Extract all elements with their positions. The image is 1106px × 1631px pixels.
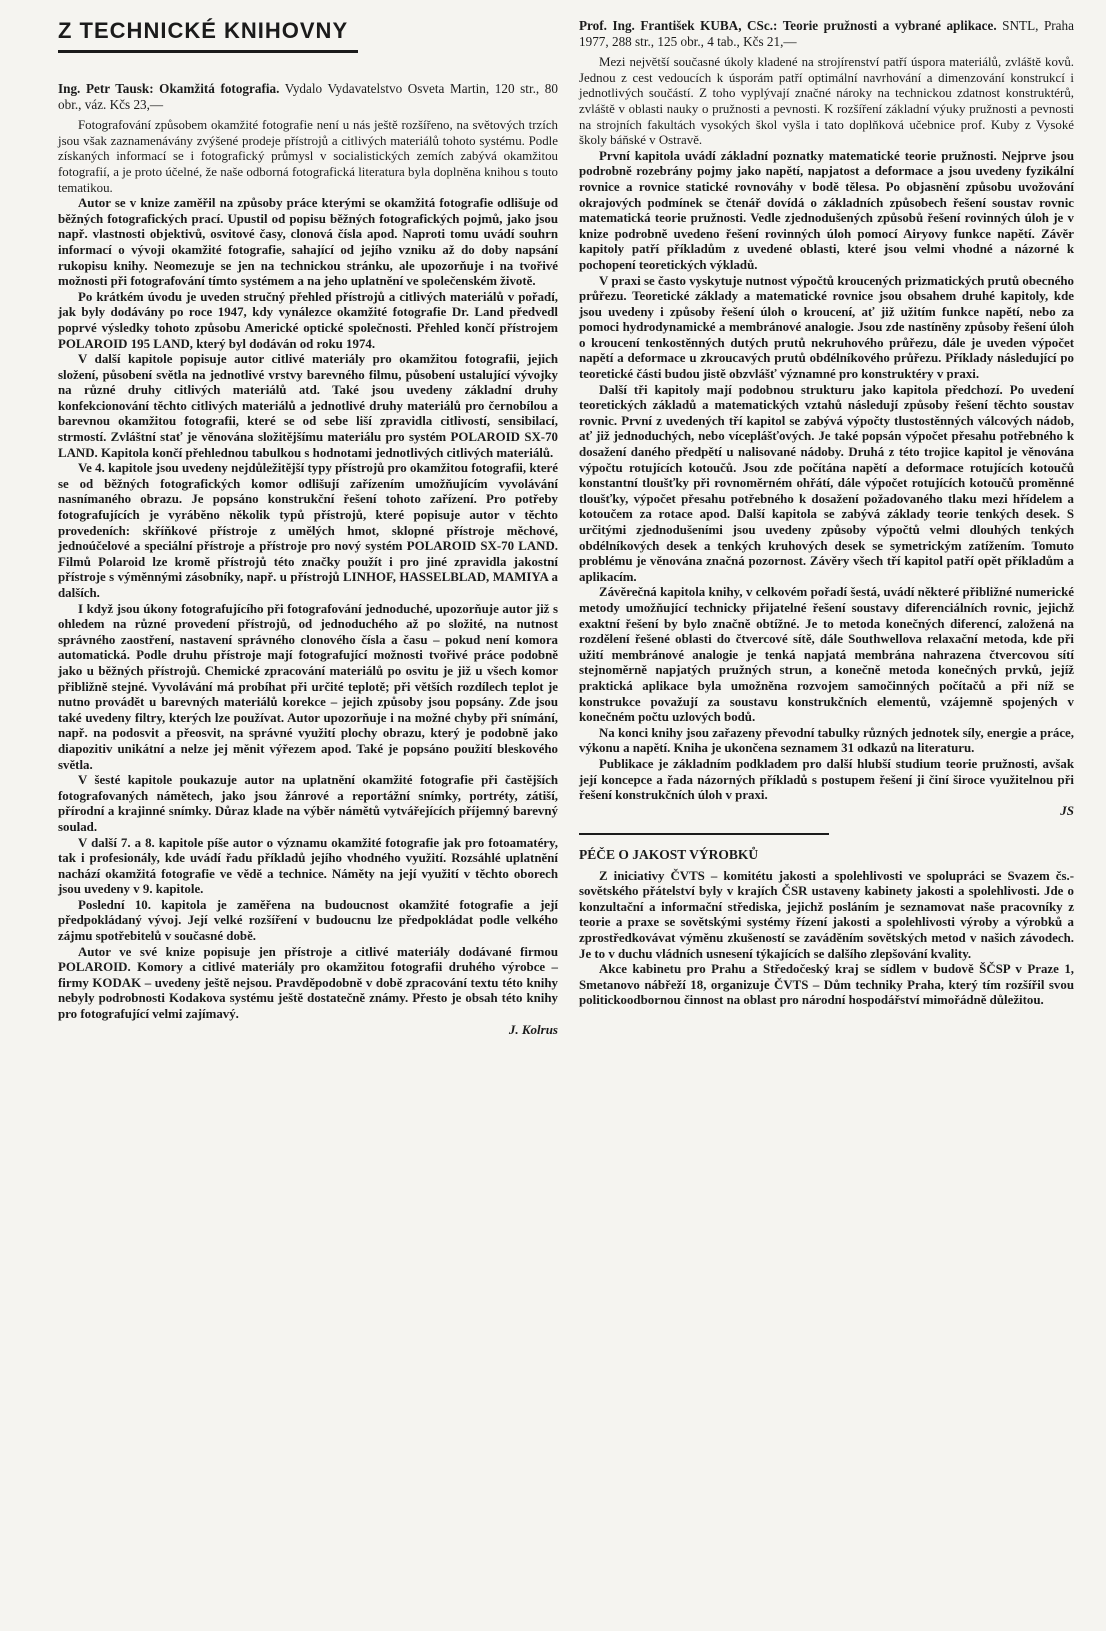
review-author-title: Ing. Petr Tausk: Okamžitá fotografia. [58,81,280,96]
section-title: Z TECHNICKÉ KNIHOVNY [58,18,358,53]
paragraph: Publikace je základním podkladem pro další hlubší studium teorie pružnosti, avšak její koncepce a řada názorných příkladů s postupem řešení ji činí široce využitelnou při řešení konstrukčních úloh v praxi. [579,756,1074,803]
review-body-tausk [58,118,558,1022]
paragraph: Po krátkém úvodu je uveden stručný přehled přístrojů a citlivých materiálů v pořadí, jak byly dodávány po roce 1947, kdy vynálezce okamžité fotografie Dr. Land předvedl poprvé výsledky tohoto způsobu Americké optické společnosti. Přehled končí přístrojem POLAROID 195 LAND, který byl dodáván od roku 1974. [58,289,558,351]
paragraph: Na konci knihy jsou zařazeny převodní tabulky různých jednotek síly, energie a práce, výkonu a napětí. Kniha je ukončena seznamem 31 odkazů na literaturu. [579,725,1074,756]
right-column [579,18,1074,1009]
paragraph: Poslední 10. kapitola je zaměřena na budoucnost okamžité fotografie a její předpokládaný vývoj. Její velké rozšíření v budoucnu lze předpokládat podle velkého zájmu spotřebitelů v současné době. [58,897,558,944]
paragraph: V šesté kapitole poukazuje autor na uplatnění okamžité fotografie při častějších fotografovaných námětech, jako jsou žánrové a reportážní snímky, portréty, zátiší, přírodní a krajinné snímky. Důraz klade na výběr námětů vytvářejících příjemný barevný soulad. [58,773,558,834]
paragraph: Mezi největší současné úkoly kladené na strojírenství patří úspora materiálů, zvláště kovů. Jednou z cest vedoucích k úsporám patří optimální navrhování a dimenzování konstrukcí i jednotlivých součástí. Z toho vyplývají značné nároky na technickou zdatnost konstruktérů, zvláště v oblasti nauky o pružnosti a pevnosti. K rozšíření základní výuky pružnosti a pevnosti na strojních fakultách vysokých škol vyšla i tato doplňková učebnice prof. Kuby z Vysoké školy báňské v Ostravě. [579,55,1074,148]
paragraph: Z iniciativy ČVTS – komitétu jakosti a spolehlivosti ve spolupráci se Svazem čs.-sovětského přátelství byly v krajích ČSR ustaveny kabinety jakosti a spolehlivosti. Jde o konzultační a informační střediska, jejichž posláním je seznamovat naše pracovníky z teorie a praxe se sovětskými systémy řízení jakosti a spolehlivosti výroby a výrobků a zprostředkovávat výměnu zkušeností se zaváděním sovětských metod v našich závodech. Je to v duchu vládních usnesení týkajících se dalšího zlepšování kvality. [579,868,1074,961]
paragraph: V další 7. a 8. kapitole píše autor o významu okamžité fotografie jak pro fotoamatéry, tak i profesionály, kde uvádí řadu příkladů jejího vhodného využití. Rozsáhlé uplatnění nachází okamžitá fotografie ve vědě a technice. Náměty na její využití v těchto oborech jsou uvedeny v 9. kapitole. [58,835,558,897]
review-publisher: Vydalo Vydavatelstvo Osveta Martin, 120 str., 80 obr., váz. Kčs 23,— [58,81,558,112]
review-header-tausk [58,81,558,112]
signature: J. Kolrus [508,1021,558,1037]
paragraph: Ve 4. kapitole jsou uvedeny nejdůležitější typy přístrojů pro okamžitou fotografii, které se od běžných fotografických komor odlišují zařízením umožňujícím vyvolávání nasnímaného obrazu. Je popsáno konstrukční řešení tohoto zařízení. Pro potřeby fotografujících je vyráběno několik typů přístrojů, které popisuje autor v těchto provedeních: skříňkové přístroje z umělých hmot, sklopné přístroje měchové, jednoúčelové a speciální přístroje a přístroje pro nový systém POLAROID SX-70 LAND. Filmů Polaroid lze kromě přístrojů této značky použít i pro jiné zpravidla jakostní přístroje s výměnnými zásobníky, např. u přístrojů LINHOF, HASSELBLAD, MAMIYA a dalších. [58,461,558,600]
paragraph: Autor se v knize zaměřil na způsoby práce kterými se okamžitá fotografie odlišuje od běžných fotografických prací. Upustil od popisu běžných fotografických pojmů, jako jsou např. vlastnosti objektivů, osvitové časy, clonová čísla apod. Naproti tomu uvádí souhrn informací o vývoji okamžité fotografie, sahající od jejího vzniku až do doby napsání rukopisu knihy. Neomezuje se jen na technickou stránku, ale upozorňuje i na tvořivé možnosti při fotografování tímto systémem a na jeho uplatnění ve společenském životě. [58,196,558,289]
paragraph: Fotografování způsobem okamžité fotografie není u nás ještě rozšířeno, na světových trzích jsou však zaznamenávány zvýšené prodeje přístrojů a citlivých materiálů tohoto systému. Podle získaných informací se i fotografický průmysl v socialistických zemích zabývá okamžitou fotografií, a je proto účelné, že naše odborná fotografická literatura byla doplněna knihou s touto tematikou. [58,118,558,195]
divider [579,833,829,835]
paragraph: Další tři kapitoly mají podobnou strukturu jako kapitola předchozí. Po uvedení teoretických základů a matematických vztahů následují způsoby řešení těchto soustav rovnic. První z uvedených tří kapitol se zabývá výpočty tlustostěnných válcových nádob, ať již jednoduchých, nebo víceplášťových. Je také popsán výpočet přesahu potřebného k dosažení daného předpětí u nalisované nádoby. Druhá z této trojice kapitol je věnována výpočtu rotujících kotoučů. Jsou zde počítána napětí a deformace rotujících kotoučů konstantní tloušťky při rovnoměrném ohřátí, dále výpočet rotujících kotoučů proměnné tloušťky, výpočet přesahu potřebného k dosažení požadovaného tlaku mezi hřídelem a kotoučem za rotace apod. Další kapitola se zabývá základy teorie tenkých desek. S určitými zjednodušeními jsou uvedeny způsoby výpočtů velmi dlouhých tenkých obdélníkových desek a tenkých kruhových desek se symetrickým zatížením. Tomuto problému je věnována značná pozornost. Závěry všech tří kapitol patří opět příkladům a aplikacím. [579,382,1074,584]
paragraph: Autor ve své knize popisuje jen přístroje a citlivé materiály dodávané firmou POLAROID. Komory a citlivé materiály pro okamžitou fotografii druhého výrobce – firmy KODAK – uvedeny ještě nejsou. Pravděpodobně v době zpracování textu této knihy nebyly podrobnosti Kodakova systému ještě dostatečně známy. Přesto je obsah této knihy pro fotografující velmi zajímavý. [58,944,558,1022]
review-body-kuba [579,55,1074,804]
paragraph: Akce kabinetu pro Prahu a Středočeský kraj se sídlem v budově ŠČSP v Praze 1, Smetanovo nábřeží 18, organizuje ČVTS – Dům techniky Praha, který tím rozšířil svou politickoodbornou činnost na oblast pro národní hospodářství mimořádně důležitou. [579,962,1074,1008]
review-header-kuba [579,18,1074,49]
left-column [58,18,558,1038]
article-body [579,869,1074,1009]
paragraph: První kapitola uvádí základní poznatky matematické teorie pružnosti. Nejprve jsou podrobně rozebrány pojmy jako napětí, napjatost a deformace a jsou uvedeny fyzikální rovnice a rovnice statické rovnováhy v bodě tělesa. Po objasnění způsobu uvožování okrajových podmínek se čtenář dovídá o základních způsobech řešení soustav rovnic matematická teorie pružnosti. Vedle zjednodušených způsobů řešení rovinných úloh je v knize podrobně uvedeno řešení rovinných úloh pomocí Airyovy funkce napětí. Závěr kapitoly patří příkladům z uvedené oblasti, které jsou velmi vhodné a názorné k pochopení teoretických výkladů. [579,148,1074,272]
paragraph: Závěrečná kapitola knihy, v celkovém pořadí šestá, uvádí některé přibližné numerické metody umožňující technicky přijatelné řešení soustavy diferenciálních rovnic, jejichž exaktní řešení by bylo značně obtížné. Je to metoda konečných diferencí, založená na rozdělení řešené oblasti do čtvercové sítě, dále Southwellova relaxační metoda, kde při užití membránové analogie je tenká napjatá membrána nahrazena čtvercovou sítí stejnoměrně napjatých pružných strun, a konečně metoda konečných prvků, jejíž praktická aplikace byla umožněna rozvojem samočinných počítačů a při níž se konstrukce považují za soustavu konstrukčních elementů, vzájemně spojených v konečném počtu uzlových bodů. [579,585,1074,725]
review-publisher: SNTL, Praha 1977, 288 str., 125 obr., 4 tab., Kčs 21,— [579,18,1074,49]
signature: JS [1060,802,1074,818]
review-author-title: Prof. Ing. František KUBA, CSc.: Teorie pružnosti a vybrané aplikace. [579,18,997,33]
article-title: PÉČE O JAKOST VÝROBKŮ [579,846,759,862]
paragraph: V další kapitole popisuje autor citlivé materiály pro okamžitou fotografii, jejich složení, působení světla na jednotlivé vrstvy barevného filmu, působení ustalující vývojky na různé druhy citlivých materiálů atd. Také jsou uvedeny základní druhy konfekcionování těchto citlivých materiálů a jednotlivé druhy materiálů pro černobílou a barevnou okamžitou fotografii, které se od sebe liší zpravidla citlivostí, sensibilací, strmostí. Zvláštní stať je věnována složitějšímu materiálu pro systém POLAROID SX-70 LAND. Kapitola končí přehlednou tabulkou s hodnotami jednotlivých citlivých materiálů. [58,352,558,460]
paragraph: I když jsou úkony fotografujícího při fotografování jednoduché, upozorňuje autor již s ohledem na různé provedení přístrojů, od jednoduchého až po složité, na nutnost správného zaostření, nastavení správného clonového čísla a času – pokud není komora automatická. Podle druhu přístroje mají fotografující možnosti tvořivé práce podobně jako u běžných přístrojů. Chemické zpracování materiálů po osvitu je již u všech komor přibližně stejné. Vyvolávání má probíhat při určité teplotě; při větších rozdílech teplot je nutno provádět u barevných materiálů korekce – jejich způsoby jsou popsány. Zde jsou také uvedeny filtry, kterých lze používat. Autor upozorňuje i na možné chyby při snímání, např. na podosvit a přeosvit, na správné využití plochy obrazu, který je podobně jako diapozitiv unikátní a nelze jej měnit výřezem apod. Také je popsáno použití bleskového světla. [58,601,558,772]
paragraph: V praxi se často vyskytuje nutnost výpočtů kroucených prizmatických prutů obecného průřezu. Teoretické základy a matematické rovnice jsou obsahem druhé kapitoly, kde jsou uvedeny i způsoby řešení úloh o kroucení, ať již užitím funkce napětí, nebo za pomoci hydrodynamické a membránové analogie. Jsou zde nastíněny způsoby řešení úloh o kroucení tenkostěnných dutých prutů nekruhového průřezu, dále je uveden výpočet napětí a deformace u zkroucavých prutů obdélníkového průřezu. Příklady následující po teoretické části budou jistě obzvlášť významné pro konstruktéry v praxi. [579,273,1074,382]
